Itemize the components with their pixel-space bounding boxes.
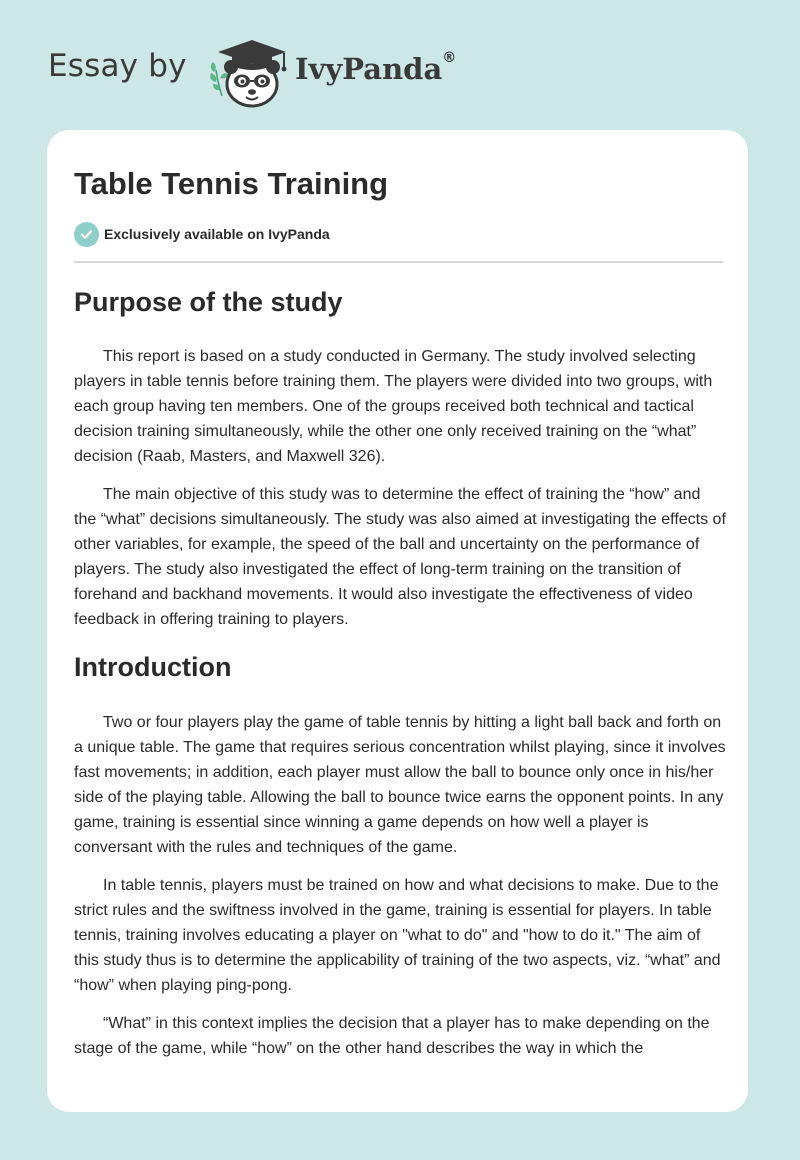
essay-body (74, 280, 726, 1074)
section-heading: Purpose of the study (74, 287, 343, 317)
brand-name: IvyPanda® (295, 50, 457, 86)
paragraph: In table tennis, players must be trained on how and what decisions to make. Due to the strict rules and the swiftness involved in the game, training is essential for players. In table tennis, training involves educating a player on "what to do" and "how to do it." The aim of this study thus is to determine the applicability of training of the two aspects, viz. “what” and “how” when playing ping-pong. (74, 877, 721, 994)
exclusive-badge-label: Exclusively available on IvyPanda (104, 226, 330, 242)
exclusive-badge (74, 221, 330, 247)
section-introduction (74, 645, 726, 1061)
paragraph: Two or four players play the game of table tennis by hitting a light ball back and forth on a unique table. The game that requires serious concentration whilst playing, since it involves fast movements; in addition, each player must allow the ball to bounce only once in his/her side of the playing table. Allowing the ball to bounce twice earns the opponent points. In any game, training is essential since winning a game depends on how well a player is conversant with the rules and techniques of the game. (74, 714, 726, 856)
essay-title: Table Tennis Training (74, 166, 389, 201)
registered-mark: ® (442, 50, 457, 66)
paragraph: “What” in this context implies the decision that a player has to make depending on the stage of the game, while “how” on the other hand describes the way in which the (74, 1015, 710, 1057)
divider (74, 261, 723, 263)
panda-logo-icon (200, 34, 296, 110)
essay-by-label: Essay by (48, 48, 187, 84)
paragraph: This report is based on a study conducted in Germany. The study involved selecting players in table tennis before training them. The players were divided into two groups, with each group having ten members. One of the groups received both technical and tactical decision training simultaneously, while the other one only received training on the “what” decision (Raab, Masters, and Maxwell 326). (74, 348, 713, 465)
site-header (0, 0, 800, 130)
checkmark-icon (74, 222, 99, 247)
section-heading: Introduction (74, 652, 232, 682)
essay-card (47, 130, 748, 1112)
paragraph: The main objective of this study was to determine the effect of training the “how” and the “what” decisions simultaneously. The study was also aimed at investigating the effects of other variables, for example, the speed of the ball and uncertainty on the performance of players. The study also investigated the effect of long-term training on the transition of forehand and backhand movements. It would also investigate the effectiveness of video feedback in offering training to players. (74, 486, 726, 628)
section-purpose (74, 280, 726, 632)
